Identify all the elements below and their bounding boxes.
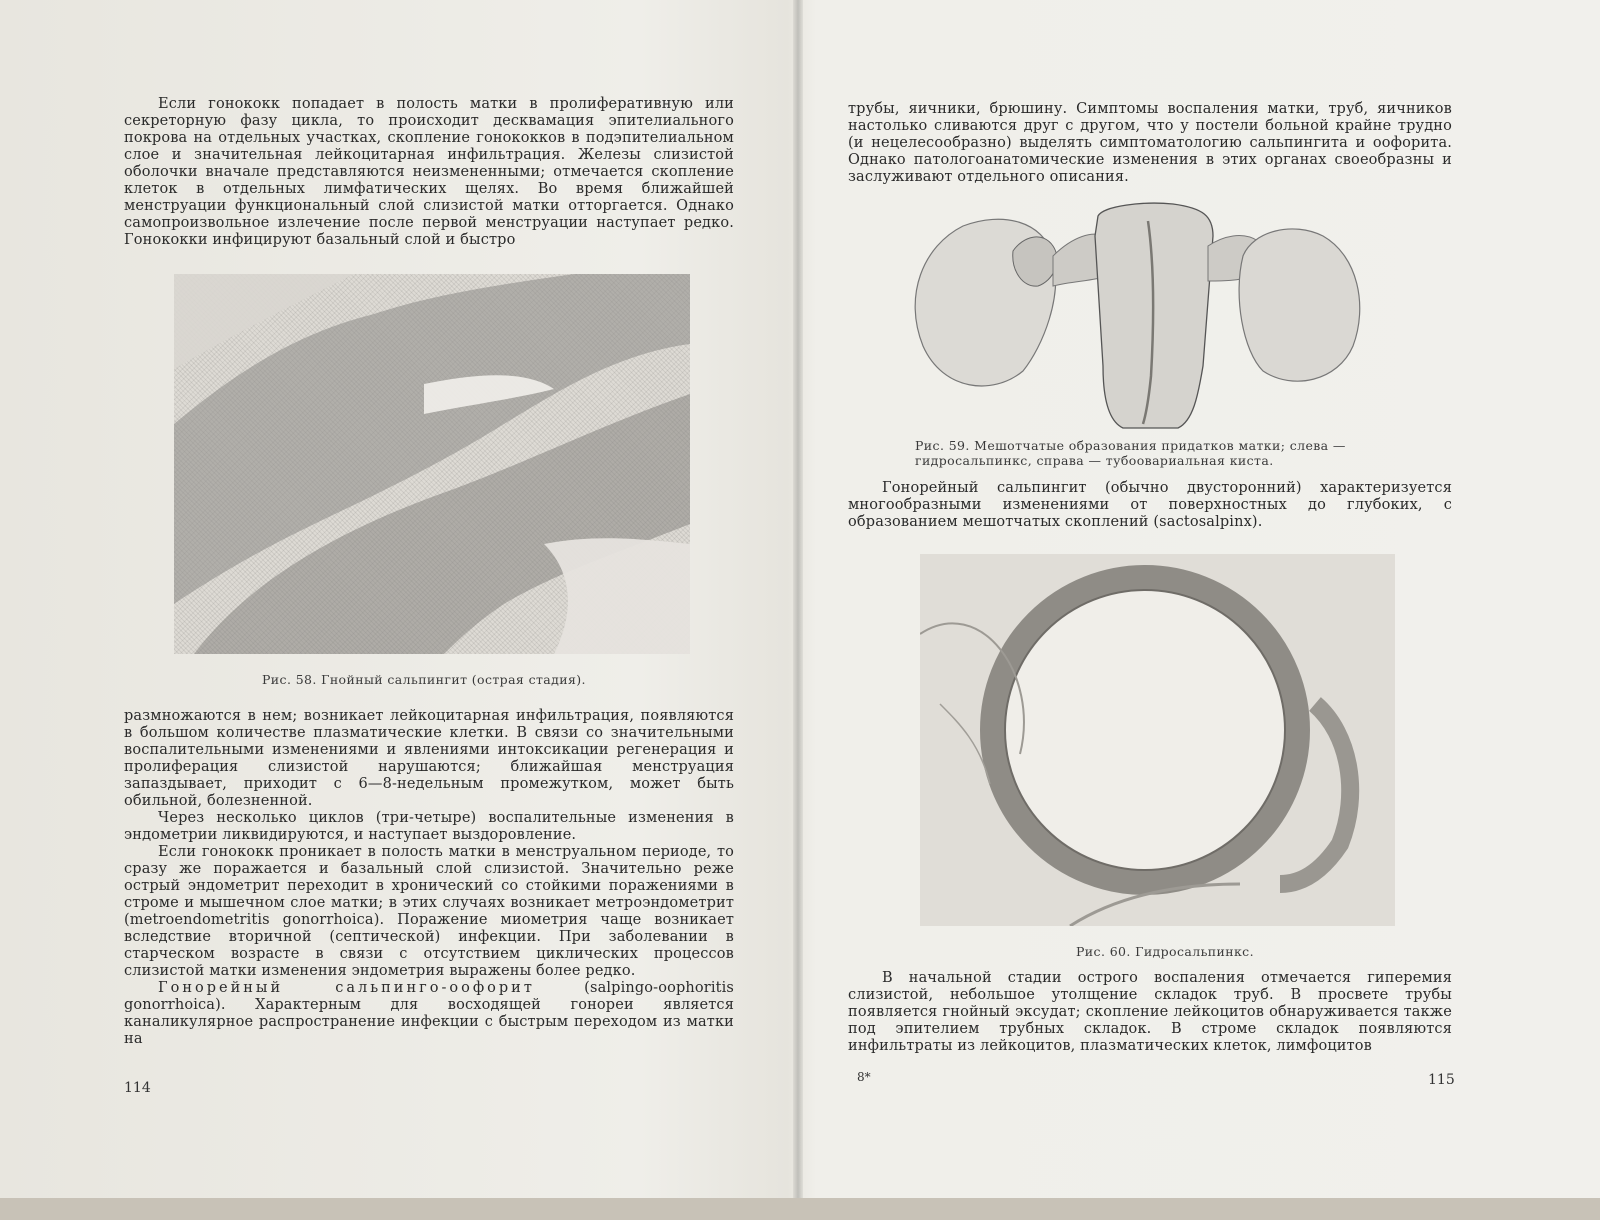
fig60-micrograph — [920, 554, 1395, 926]
left-paragraph-4: Если гонококк проникает в полость матки в менструальном периоде, то сразу же поражается и базальный слой слизистой. Значительно реже острый эндометрит переходит в хронический со стойкими поражениями в строме и мышечном слое матки; в этих случаях возникает метроэндометрит (metroendometritis gonorrhoica). Поражение миометрия чаще возникает вследствие вторичной (септической) инфекции. При заболевании в старческом возрасте в связи с отсутствием циклических процессов слизистой матки изменения эндометрия выражены более редко. — [124, 844, 734, 979]
fig58-micrograph — [174, 274, 690, 654]
left-paragraph-5-text: (salpingo-oophoritis gonorrhoica). Характерным для восходящей гонореи является каналикулярное распространение инфекции с быстрым переходом из матки на — [124, 980, 735, 1047]
fig60-caption: Рис. 60. Гидросальпинкс. — [1076, 944, 1254, 959]
right-text-middle — [848, 480, 1452, 531]
left-text-top — [124, 96, 734, 249]
signature-mark: 8* — [857, 1070, 871, 1084]
fig58-caption: Рис. 58. Гнойный сальпингит (острая стадия). — [262, 672, 586, 687]
right-text-bottom — [848, 970, 1452, 1055]
fig59-illustration — [903, 196, 1373, 432]
fig60-drawing — [920, 554, 1395, 926]
page-number-left: 114 — [124, 1080, 151, 1096]
left-paragraph-2: размножаются в нем; возникает лейкоцитарная инфильтрация, появляются в большом количестве плазматические клетки. В связи со значительными воспалительными изменениями и явлениями интоксикации регенерация и пролиферация слизистой нарушаются; ближайшая менструация запаздывает, приходит с 6—8-недельным промежутком, может быть обильной, болезненной. — [124, 708, 734, 809]
left-paragraph-3: Через несколько циклов (три-четыре) воспалительные изменения в эндометрии ликвидируются, и наступает выздоровление. — [124, 810, 734, 843]
page-number-right: 115 — [1428, 1072, 1455, 1088]
left-paragraph-5 — [124, 980, 734, 1048]
right-text-top — [848, 101, 1452, 186]
left-text-bottom — [124, 708, 734, 1048]
left-paragraph-1: Если гонококк попадает в полость матки в пролиферативную или секреторную фазу цикла, то происходит десквамация эпителиального покрова на отдельных участках, скопление гонококков в подэпителиальном слое и значительная лейкоцитарная инфильтрация. Железы слизистой оболочки вначале представляются неизмененными; отмечается скопление клеток в отдельных лимфатических щелях. Во время ближайшей менструации функциональный слой слизистой матки отторгается. Однако самопроизвольное излечение после первой менструации наступает редко. Гонококки инфицируют базальный слой и быстро — [124, 96, 734, 248]
term-gonorrheal-salpingo-oophoritis: Гонорейный сальпинго-оофорит — [158, 980, 535, 996]
fig59-caption: Рис. 59. Мешотчатые образования придатков матки; слева — гидросальпинкс, справа — тубоовариальная киста. — [915, 438, 1346, 468]
left-page — [0, 0, 795, 1200]
right-paragraph-2: Гонорейный сальпингит (обычно двусторонний) характеризуется многообразными изменениями от поверхностных до глубоких, с образованием мешотчатых скоплений (sactosalpinx). — [848, 480, 1452, 530]
right-paragraph-3: В начальной стадии острого воспаления отмечается гиперемия слизистой, небольшое утолщение складок труб. В просвете трубы появляется гнойный эксудат; скопление лейкоцитов обнаруживается также под эпителием трубных складок. В строме складок появляются инфильтраты из лейкоцитов, плазматических клеток, лимфоцитов — [848, 970, 1452, 1054]
page-bottom-edge — [0, 1198, 1600, 1220]
fig58-drawing — [174, 274, 690, 654]
right-page — [803, 0, 1600, 1200]
right-paragraph-1: трубы, яичники, брюшину. Симптомы воспаления матки, труб, яичников настолько сливаются друг с другом, что у постели больной крайне трудно (и нецелесообразно) выделять симптоматологию сальпингита и оофорита. Однако патологоанатомические изменения в этих органах своеобразны и заслуживают отдельного описания. — [848, 101, 1452, 185]
